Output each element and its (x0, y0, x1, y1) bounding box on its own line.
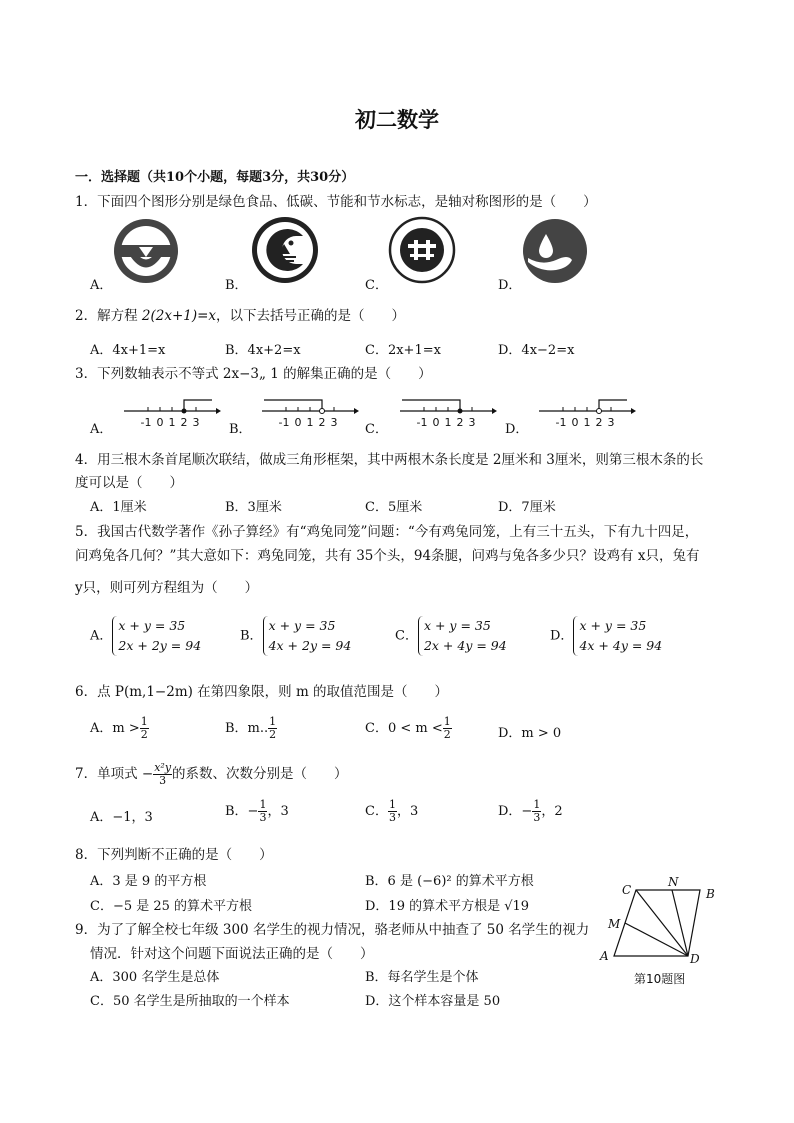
q6-option-b: B．m.. $\frac{1}{2}$ (225, 715, 277, 741)
label-n: N (668, 876, 679, 889)
svg-text:2: 2 (180, 416, 188, 429)
label-m: M (608, 917, 621, 931)
q5-stem-line3: y只，则可列方程组为（ ） (75, 580, 259, 596)
q4-option-c: C．5厘米 (365, 500, 423, 515)
q3-option-b: B． (229, 422, 252, 437)
q1-option-d: D． (498, 278, 522, 293)
svg-text:1: 1 (306, 416, 314, 429)
q3-option-a: A． (90, 422, 113, 437)
q3-number-line-c (398, 396, 498, 432)
q6-option-a: A．m > $\frac{1}{2}$ (90, 715, 148, 741)
svg-text:1: 1 (168, 416, 176, 429)
figure-10-caption: 第10题图 (634, 972, 686, 986)
q9-option-a: A．300 名学生是总体 (90, 970, 220, 985)
q3-number-line-d (537, 396, 637, 432)
svg-text:-1: -1 (416, 416, 428, 429)
q6-stem: 6．点 P(m,1−2m) 在第四象限，则 m 的取值范围是（ ） (75, 684, 449, 700)
svg-text:2: 2 (595, 416, 603, 429)
svg-text:-1: -1 (278, 416, 290, 429)
q4-stem-line1: 4．用三根木条首尾顺次联结，做成三角形框架，其中两根木条长度是 2厘米和 3厘米，则第三根木条的长 (75, 452, 704, 468)
q9-option-d: D．这个样本容量是 50 (365, 994, 501, 1009)
q1-option-c: C． (365, 278, 388, 293)
svg-text:0: 0 (294, 416, 302, 429)
q8-stem: 8．下列判断不正确的是（ ） (75, 847, 273, 863)
q9-option-b: B．每名学生是个体 (365, 970, 479, 985)
water-saving-logo (522, 218, 588, 284)
q8-option-c: C．−5 是 25 的算术平方根 (90, 899, 253, 914)
q5-option-b: B． x + y = 35 4x + 2y = 94 (240, 616, 351, 656)
svg-text:0: 0 (571, 416, 579, 429)
svg-text:3: 3 (330, 416, 338, 429)
svg-text:-1: -1 (555, 416, 567, 429)
q2-stem: 2．解方程 2(2x+1)=x，以下去括号正确的是（ ） (75, 308, 406, 324)
q7-option-d: D．− $\frac{1}{3}$ ，2 (498, 798, 563, 824)
svg-text:0: 0 (432, 416, 440, 429)
svg-text:3: 3 (192, 416, 200, 429)
q7-option-b: B．− $\frac{1}{3}$ ，3 (225, 798, 289, 824)
q5-option-c: C． x + y = 35 2x + 4y = 94 (395, 616, 507, 656)
svg-text:3: 3 (607, 416, 615, 429)
q7-option-a: A．−1，3 (90, 810, 153, 825)
q7-option-c: C． $\frac{1}{3}$ ，3 (365, 798, 419, 824)
q4-option-d: D．7厘米 (498, 500, 556, 515)
q2-option-a: A．4x+1=x (90, 343, 166, 358)
label-b: B (706, 887, 715, 901)
svg-text:-1: -1 (140, 416, 152, 429)
page-title: 初二数学 (355, 107, 439, 132)
svg-text:0: 0 (156, 416, 164, 429)
q5-stem-line2: 问鸡兔各几何？”其大意如下：鸡兔同笼，共有 35个头，94条腿，问鸡与兔各多少只？设鸡有 x只，兔有 (75, 548, 700, 564)
q3-option-d: D． (505, 422, 529, 437)
label-c: C (622, 883, 632, 897)
q8-option-b: B．6 是 (−6)² 的算术平方根 (365, 874, 534, 889)
q9-stem-line2: 情况．针对这个问题下面说法正确的是（ ） (90, 946, 374, 962)
q2-option-c: C．2x+1=x (365, 343, 441, 358)
q6-option-c: C．0 < m < $\frac{1}{2}$ (365, 715, 451, 741)
q3-number-line-a (122, 396, 222, 432)
q1-option-b: B． (225, 278, 248, 293)
q3-option-c: C． (365, 422, 388, 437)
svg-text:3: 3 (468, 416, 476, 429)
q8-option-d: D．19 的算术平方根是 √19 (365, 899, 530, 914)
section-heading: 一．选择题（共10个小题，每题3分，共30分） (75, 170, 355, 185)
label-d: D (690, 952, 700, 966)
svg-text:2: 2 (456, 416, 464, 429)
q3-number-line-b (260, 396, 360, 432)
green-food-logo (113, 218, 179, 284)
q5-option-d: D． x + y = 35 4x + 4y = 94 (550, 616, 662, 656)
figure-10-parallelogram (598, 876, 723, 995)
q9-stem-line1: 9．为了了解全校七年级 300 名学生的视力情况，骆老师从中抽查了 50 名学生的视力 (75, 922, 590, 938)
q4-option-b: B．3厘米 (225, 500, 282, 515)
svg-text:2: 2 (318, 416, 326, 429)
q7-stem: 7．单项式 − $\frac{\text{x²y}}{3}$ 的系数、次数分别是（ ） (75, 761, 348, 787)
energy-saving-logo (388, 216, 456, 284)
svg-text:1: 1 (444, 416, 452, 429)
q4-stem-line2: 度可以是（ ） (75, 475, 183, 491)
q4-option-a: A．1厘米 (90, 500, 147, 515)
q9-option-c: C．50 名学生是所抽取的一个样本 (90, 994, 290, 1009)
q1-option-a: A． (90, 278, 113, 293)
q2-option-d: D．4x−2=x (498, 343, 575, 358)
label-a: A (600, 949, 609, 963)
q2-option-b: B．4x+2=x (225, 343, 301, 358)
q8-option-a: A．3 是 9 的平方根 (90, 874, 207, 889)
q5-stem-line1: 5．我国古代数学著作《孙子算经》有“鸡兔同笼”问题：“今有鸡兔同笼，上有三十五头，下有九十四足， (75, 524, 699, 540)
q6-option-d: D．m > 0 (498, 726, 562, 741)
svg-text:1: 1 (583, 416, 591, 429)
q3-stem: 3．下列数轴表示不等式 2x−3„ 1 的解集正确的是（ ） (75, 366, 432, 382)
q5-option-a: A． x + y = 35 2x + 2y = 94 (90, 616, 201, 656)
q1-stem: 1．下面四个图形分别是绿色食品、低碳、节能和节水标志，是轴对称图形的是（ ） (75, 194, 597, 210)
low-carbon-logo (251, 216, 319, 284)
